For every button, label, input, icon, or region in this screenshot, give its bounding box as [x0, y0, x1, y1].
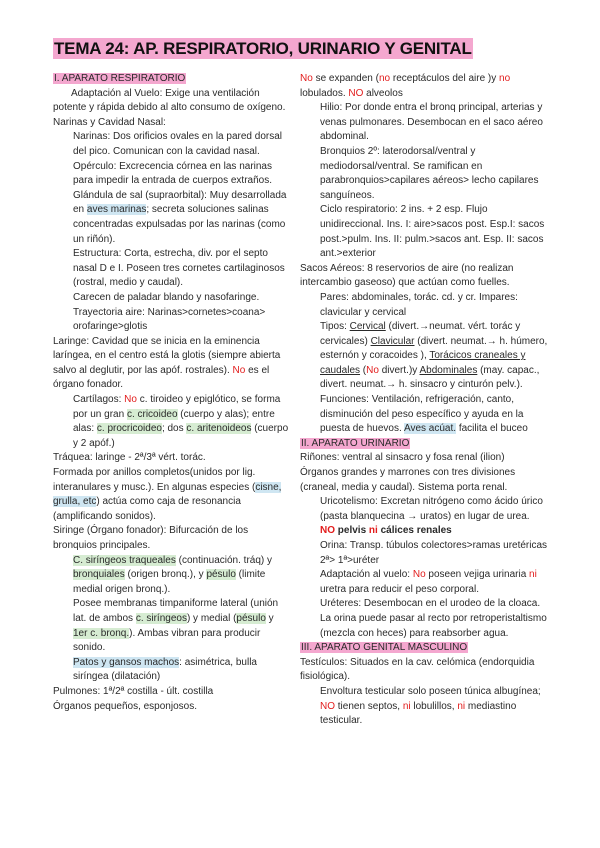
siringe-paragraph: Siringe (Órgano fonador): Bifurcación de los bronquios principales. [53, 525, 249, 551]
adaptacion-vuelo-paragraph: Adaptación al vuelo: No poseen vejiga urinaria ni uretra para reducir el peso corporal. [320, 569, 537, 595]
carecen-paragraph: Carecen de paladar blando y nasofaringe. [73, 291, 260, 303]
organos-paragraph: Órganos pequeños, esponjosos. [53, 700, 197, 712]
operculo-paragraph: Opérculo: Excrecencia córnea en las narinas para impedir la entrada de cuerpos extraños. [73, 160, 273, 187]
bronquios-paragraph: Bronquios 2º: laterodorsal/ventral y mediodorsal/ventral. Se ramifican en parabronquios>capilares aéreos> lecho capilares sanguíneos. [320, 145, 539, 201]
right-column [300, 72, 548, 729]
formada-paragraph: Formada por anillos completos(unidos por lig. interanulares y musc.). En algunas especies (cisne, grulla, etc) actúa como caja de resonancia (amplificando sonidos). [53, 467, 282, 522]
orina-paragraph: Orina: Transp. túbulos colectores>ramas uretéricas 2ª> 1ª>uréter [320, 540, 548, 566]
traquea-paragraph: Tráquea: laringe - 2ª/3ª vért. torác. [53, 452, 206, 464]
narinas-paragraph: Narinas: Dos orificios ovales en la pared dorsal del pico. Comunican con la cavidad nasal. [73, 131, 282, 157]
section-heading-respiratorio: I. APARATO RESPIRATORIO [54, 73, 186, 84]
cartilagos-paragraph: Cartílagos: No c. tiroideo y epiglótico, se forma por un gran c. cricoideo (cuerpo y alas); entre alas: c. procricoideo; dos c. aritenoideos (cuerpo y 2 apóf.) [73, 394, 289, 449]
patos-paragraph: Patos y gansos machos: asimétrica, bulla siríngea (dilatación) [73, 656, 257, 683]
page-title: TEMA 24: AP. RESPIRATORIO, URINARIO Y GENITAL [54, 39, 472, 58]
narinas-heading: Narinas y Cavidad Nasal: [53, 116, 166, 128]
siringeos-paragraph: C. siríngeos traqueales (continuación. tráq) y bronquiales (origen bronq.), y pésulo (limite medial origen bronq.). [73, 554, 273, 595]
trayectoria-paragraph: Trayectoria aire: Narinas>cornetes>coana> orofaringe>glotis [73, 306, 266, 333]
tipos-paragraph: Tipos: Cervical (divert.→neumat. vért. torác y cervicales) Clavicular (divert. neumat.→ h. húmero, esternón y coracoides ), Torácicos craneales y caudales (No divert.)y Abdominales (may. capac., divert. neumat.→ h. sinsacro y cinturón pelv.). [320, 321, 548, 391]
section-heading-genital: III. APARATO GENITAL MASCULINO [301, 642, 468, 654]
estructura-paragraph: Estructura: Corta, estrecha, div. por el septo nasal D e I. Poseen tres cornetes cartilaginosos (rostral, medio y caudal). [73, 248, 285, 289]
glandula-paragraph: Glándula de sal (supraorbital): Muy desarrollada en aves marinas; secreta soluciones salinas concentradas expulsadas por las narinas (como un riñón). [73, 189, 287, 245]
lobulados-paragraph: No se expanden (no receptáculos del aire )y no lobulados. NO alveolos [300, 73, 511, 99]
left-column [53, 72, 289, 714]
rinones-paragraph: Riñones: ventral al sinsacro y fosa renal (ilion) [300, 452, 505, 464]
uricotelismo-paragraph: Uricotelismo: Excretan nitrógeno como ácido úrico (pasta blanquecina → uratos) en lugar de urea. [320, 496, 543, 522]
ureteres-paragraph: Uréteres: Desembocan en el urodeo de la cloaca. La orina puede pasar al recto por retroperistaltismo (mezcla con heces) para reabsorber agua. [320, 598, 547, 639]
pelvis-paragraph: NO pelvis ni cálices renales [320, 525, 452, 537]
membranas-paragraph: Posee membranas timpaniforme lateral (unión lat. de ambos c. siríngeos) y medial (pésulo y 1er c. bronq.). Ambas vibran para producir sonido. [73, 598, 279, 654]
organos-grandes-paragraph: Órganos grandes y marrones con tres divisiones (craneal, media y caudal). Sistema porta renal. [300, 467, 516, 493]
adaptacion-paragraph: Adaptación al Vuelo: Exige una ventilación potente y rápida debido al alto consumo de oxígeno. [53, 87, 286, 114]
pulmones-paragraph: Pulmones: 1ª/2ª costilla - últ. costilla [53, 685, 214, 697]
section-heading-urinario: II. APARATO URINARIO [301, 437, 410, 449]
pares-paragraph: Pares: abdominales, torác. cd. y cr. Impares: clavicular y cervical [320, 291, 518, 318]
envoltura-paragraph: Envoltura testicular solo poseen túnica albugínea; NO tienen septos, ni lobulillos, ni mediastino testicular. [320, 685, 541, 727]
laringe-paragraph: Laringe: Cavidad que se inicia en la eminencia laríngea, en el centro está la glotis (siempre abierta salvo al deglutir, por las apóf. rostrales). No es el órgano fonador. [53, 335, 281, 391]
hilio-paragraph: Hilio: Por donde entra el bronq principal, arterias y venas pulmonares. Desembocan en el saco aéreo abdominal. [320, 102, 543, 143]
funciones-paragraph: Funciones: Ventilación, refrigeración, canto, disminución del peso específico y ayuda en la puesta de huevos. Aves acúat. facilita el buceo [320, 394, 528, 435]
sacos-paragraph: Sacos Aéreos: 8 reservorios de aire (no realizan intercambio gaseoso) que actúan como fuelles. [300, 262, 514, 289]
testiculos-paragraph: Testículos: Situados en la cav. celómica (endorquidia fisiológica). [300, 656, 535, 683]
ciclo-paragraph: Ciclo respiratorio: 2 ins. + 2 esp. Flujo unidireccional. Ins. I: aire>sacos post. Esp.I: sacos post.>pulm. Ins. II: pulm.>sacos ant. Esp. II: sacos ant.>exterior [320, 204, 545, 260]
